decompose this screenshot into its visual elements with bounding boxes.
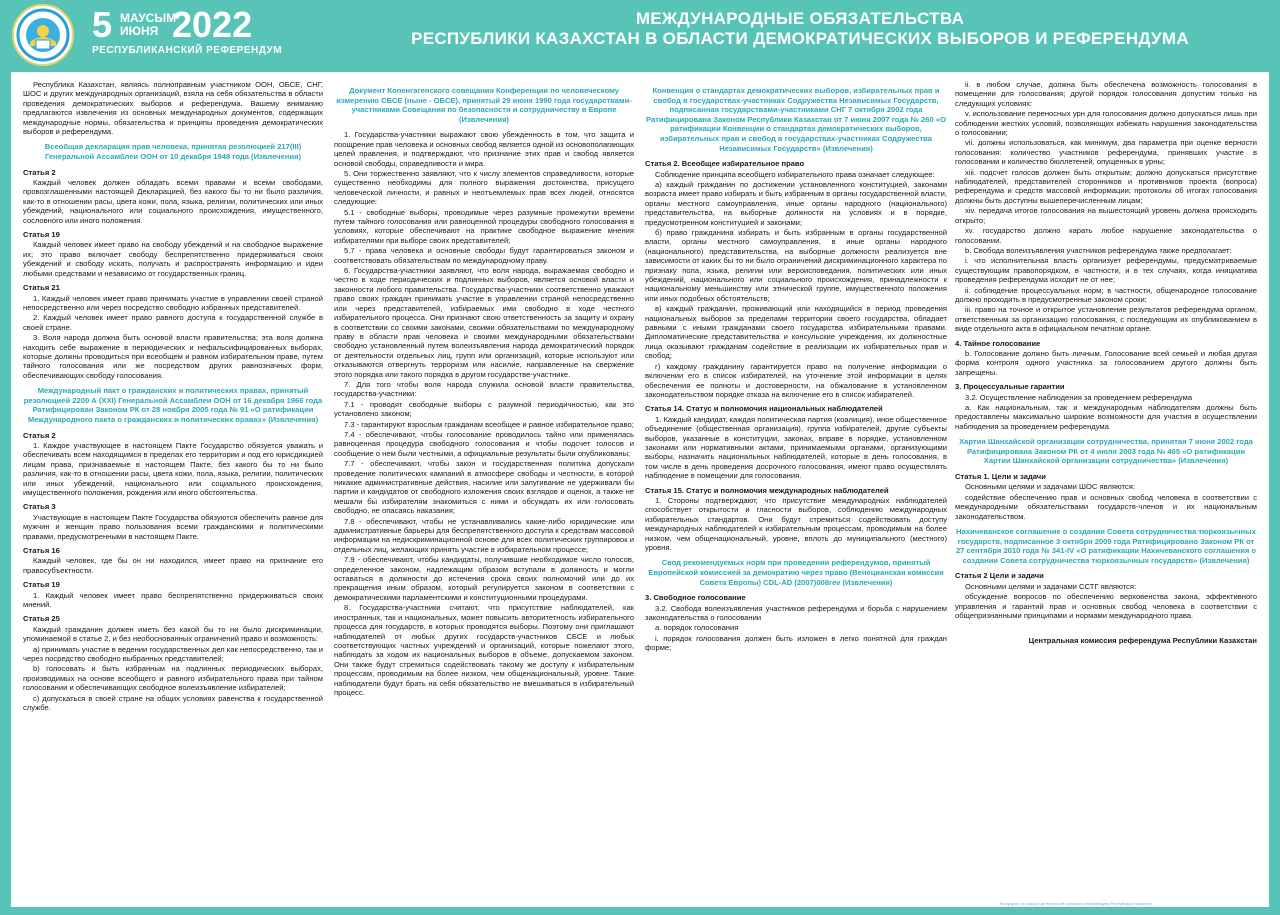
signature: Центральная комиссия референдума Республики Казахстан [1028,636,1257,646]
paragraph: Основными целями и задачами ССТГ являются: [965,581,1137,591]
paragraph: а) каждый гражданин по достижении установленного конституцией, законами возраста имеет право избирать и быть избранным в органы государственной власти, органы местного самоуправления, иные органы народного (национального) представительства, на выборные должности на условиях и в порядке, предусмотренном конституцией и законами; [645,179,947,227]
intro-paragraph: Республика Казахстан, являясь полноправным участником ООН, ОБСЕ, СНГ, ШОС и других международных организаций, взяла на себя обязательства в области проведения демократических выборов и референдума. Вашему вниманию предлагаются извлечения из основных международных документов, содержащих международные нормы, обязательства и принципы проведения демократических выборов и референдума. [23,80,323,137]
paragraph: Участвующие в настоящем Пакте Государства обязуются обеспечить равное для мужчин и женщин право пользования всеми гражданскими и политическими правами, предусмотренными в настоящем Пакте. [23,512,323,541]
column-3 [645,80,947,654]
paragraph: 3.2. Свобода волеизъявления участников референдума и борьба с нарушением законодательства о голосовании [645,603,947,622]
article-heading: 3. Процессуальные гарантии [955,382,1065,392]
paragraph: 7.1 - проводят свободные выборы с разумной периодичностью, как это установлено законом; [334,399,634,419]
paragraph: vii. должны использоваться, как минимум, два параметра при оценке верности голосования: количество участников референдума, принявших участие в голосовании и количество бюллетеней, опущенных в урны; [955,138,1257,167]
paragraph: 1. Государства-участники выражают свою убежденность в том, что защита и поощрение прав человека и основных свобод является одной из основополагающих целей правления, и подтверждают, что признание этих прав и свобод является основой свободы, справедливости и мира. [334,130,634,168]
paragraph: г) каждому гражданину гарантируется право на получение информации о включении его в список избирателей, на уточнение этой информации в целях обеспечения ее полноты и достоверности, на обжалование в установленном законодательством порядке отказа на включение его в список избирателей. [645,361,947,399]
sco-title: Хартия Шанхайской организации сотрудничества, принятая 7 июня 2002 года Ратифицирована Законом РК от 4 июля 2003 года № 465 «О ратификации Хартии Шанхайской организации сотрудничества» (Извлечения) [959,437,1253,466]
date-year: 2022 [172,4,253,45]
page-title-line-1: МЕЖДУНАРОДНЫЕ ОБЯЗАТЕЛЬСТВА [635,9,965,28]
article-heading: Статья 14. Статус и полномочия национальных наблюдателей [645,404,883,414]
article-heading: Статья 3 [23,502,56,512]
paragraph: Каждый человек имеет право на свободу убеждений и на свободное выражение их; это право включает свободу беспрепятственно придерживаться своих убеждений и свободу искать, получать и распространять информацию и идеи любыми средствами и независимо от государственных границ. [23,240,323,278]
paragraph: 7.3 - гарантируют взрослым гражданам всеобщее и равное избирательное право; [344,419,634,429]
date-month: МАУСЫМ ИЮНЯ [120,11,177,38]
paragraph: 1. Каждый человек имеет право беспрепятственно придерживаться своих мнений. [23,590,323,610]
paragraph: ii. в любом случае, должна быть обеспечена возможность голосования в помещении для голосования; другой порядок голосования допустим только на следующих условиях: [955,80,1257,108]
article-heading: Статья 2 Цели и задачи [955,571,1044,581]
paragraph: 7.7 - обеспечивают, чтобы закон и государственная политика допускали проведение политических кампаний в атмосфере свободы и честности, в которой никакие административные действия, насилие или запугивание не удерживали бы партии и кандидатов от свободного изложения своих взглядов и оценок, а также не мешали бы избирателям знакомиться с ними и обсуждать их или голосовать свободно, не опасаясь наказания; [334,459,634,516]
paragraph: 7. Для того чтобы воля народа служила основой власти правительства, государства-участники: [334,379,634,399]
article-heading: 3. Свободное голосование [645,593,746,603]
date-day: 5 [92,4,113,45]
paragraph: 1. Стороны подтверждают, что присутствие международных наблюдателей способствует открытости и гласности выборов, соблюдению международных избирательных стандартов. Они будут стремиться содействовать доступу международных наблюдателей к избирательным процессам, проводимым на более низком, чем общенациональный, уровне, вплоть до муниципального (местного) уровня. [645,495,947,552]
paragraph: b. Свобода волеизъявления участников референдума также предполагает: [965,245,1232,255]
referendum-emblem-icon [12,4,74,66]
paragraph: a) принимать участие в ведении государственных дел как непосредственно, так и через посредство свободно выбранных представителей; [23,644,323,664]
paragraph: 5. Они торжественно заявляют, что к числу элементов справедливости, которые существенно необходимы для полного выражения достоинства, присущего человеческой личности, и равных и неотъемлемых прав всех людей, относятся следующие: [334,169,634,207]
referendum-subtitle: РЕСПУБЛИКАНСКИЙ РЕФЕРЕНДУМ [92,45,283,56]
paragraph: 5.1 - свободные выборы, проводимые через разумные промежутки времени путем тайного голосования или равноценной процедуры свободного голосования в условиях, которые обеспечивают на практике свободное выражение мнения избирателями при выборе своих представителей; [334,207,634,245]
article-heading: 4. Тайное голосование [955,338,1041,348]
udhr-title: Всеобщая декларация прав человека, принятая резолюцией 217(III) Генеральной Ассамблеи ООН от 10 декабря 1948 года (Извлечения) [44,142,302,162]
paragraph: 5.7 - права человека и основные свободы будут гарантироваться законом и соответствовать обязательствам по международному праву. [334,246,634,265]
article-heading: Статья 15. Статус и полномочия международных наблюдателей [645,485,889,495]
paragraph: 1. Каждое участвующее в настоящем Пакте Государство обязуется уважать и обеспечивать всем находящимся в пределах его территории и под его юрисдикцией лицам права, признаваемые в настоящем Пакте, без какого бы то ни было различия, как-то в отношении расы, цвета кожи, пола, языка, религии, политических или иных убеждений, национального или социального происхождения, имущественного положения, рождения или иного обстоятельства. [23,440,323,497]
article-heading: Статья 2. Всеобщее избирательное право [645,159,805,169]
paragraph: v. использование переносных урн для голосования должно допускаться лишь при соблюдении жестких условий, позволяющих избежать нарушения законодательства о голосовании; [955,109,1257,138]
paragraph: 8. Государства-участники считают, что присутствие наблюдателей, как иностранных, так и национальных, может повысить авторитетность избирательного процесса для государств, в которых проводятся выборы. Поэтому они приглашают наблюдателей от любых других государств-участников СБСЕ и любых соответствующих частных учреждений и организаций, которые пожелают этого, наблюдать за ходом их национальных выборов в объеме, допускаемом законом. Они также будут стремиться содействовать такому же доступу к избирательным процессам, проводимым на более низком, чем общенациональный, уровне. Такие наблюдатели будут брать на себя обязательство не вмешиваться в избирательный процесс. [334,603,634,697]
page-title-line-2: РЕСПУБЛИКИ КАЗАХСТАН В ОБЛАСТИ ДЕМОКРАТИЧЕСКИХ ВЫБОРОВ И РЕФЕРЕНДУМА [411,29,1189,48]
paragraph: Каждый человек должен обладать всеми правами и всеми свободами, провозглашенными настоящей Декларацией, без какого бы то ни было различия, как-то в отношении расы, цвета кожи, пола, языка, религии, политических или иных убеждений, национального или социального происхождения, имущественного, сословного или иного положения. [23,178,323,225]
paragraph: ii. соблюдение процессуальных норм; в частности, общенародное голосование должно проходить в предусмотренные законом сроки; [955,285,1257,304]
paragraph: Соблюдение принципа всеобщего избирательного права означает следующее: [655,169,935,179]
paragraph: 6. Государства-участники заявляют, что воля народа, выражаемая свободно и честно в ходе периодических и подлинных выборов, является основой власти и законности любого правительства. Государства-участники соответственно уважают право своих граждан принимать участие в управлении страной непосредственно или через представителей, избираемых ими свободно в ходе честного избирательного процесса. Они признают свою ответственность за защиту и охрану в соответствии со своими законами, своими обязательствами по международному праву в области прав человека и своими международными обязательствами свободно установленный путем волеизъявления народа демократический порядок от деятельности отдельных лиц, групп или организаций, которые используют или отказываются отвергнуть терроризм или насилие, направленные на свержение этого порядка или такого порядка в другом государстве-участнике. [334,266,634,379]
paragraph: i. что исполнительная власть организует референдумы, предусматриваемые существующим правопорядком, в частности, и в тех случаях, когда инициатива проведения референдума исходит не от нее; [955,256,1257,285]
paragraph: 1. Каждый человек имеет право принимать участие в управлении своей страной непосредственно или через посредство свободно избранных представителей. [23,293,323,312]
article-heading: Статья 21 [23,283,60,293]
paragraph: содействие обеспечению прав и основных свобод человека в соответствии с международными обязательствами государств-членов и их национальным законодательством. [955,492,1257,521]
document-sheet [11,72,1269,907]
article-heading: Статья 19 [23,580,60,590]
paragraph: 1. Каждый кандидат, каждая политическая партия (коалиция), иное общественное объединение (общественная организация), группа избирателей, другие субъекты выборов, указанные в конституции, законах, вправе в порядке, установленном законами или нормативными актами, принимаемыми органами, организующими выборы, назначить национальных наблюдателей, которые в день голосования, в том числе в день проведения досрочного голосования, имеют право осуществлять наблюдение в помещении для голосования. [645,414,947,481]
nakhchivan-title: Нахичеванское соглашение о создании Совета сотрудничества тюркоязычных государств, подписанное 3 октября 2009 года Ратифицировано Законом РК от 27 сентября 2010 года № 341-IV «О ратификации Нахичеванского соглашения о создании Совета сотрудничества тюркоязычных государств» (Извлечения) [955,527,1257,565]
paragraph: б) право гражданина избирать и быть избранным в органы государственной власти, органы местного самоуправления, в иные органы народного (национального) представительства, на выборные должности реализуется вне зависимости от каких бы то ни было ограничений дискриминационного характера по признаку пола, языка, религии или вероисповедания, политических или иных убеждений, национального или социального происхождения, принадлежности к национальному меньшинству или этнической группе, имущественного положения или иных подобных обстоятельств; [645,228,947,303]
venice-title: Свод рекомендуемых норм при проведении референдумов, принятый Европейской комиссией за демократию через право (Венецианская комиссия Совета Европы) CDL-AD (2007)008rev (Извлечения) [648,558,944,587]
paragraph: b) голосовать и быть избранным на подлинных периодических выборах, производимых на основе всеобщего и равного избирательного права при тайном голосовании и обеспечивающих свободное волеизъявление избирателей; [23,664,323,693]
page-title [330,9,1270,49]
paragraph: 3.2. Осуществление наблюдения за проведением референдума [965,392,1193,402]
column-4 [955,80,1257,647]
paragraph: 7.4 - обеспечивают, чтобы голосование проводилось тайно или применялась равноценная процедура свободного голосования и чтобы подсчет голосов и сообщение о нем были честными, а официальные результаты были опубликованы; [334,429,634,458]
paragraph: c) допускаться в своей стране на общих условиях равенства к государственной службе. [23,693,323,713]
cis-convention-title: Конвенция о стандартах демократических выборов, избирательных прав и свобод в государствах-участниках Содружества Независимых Государств, подписанная государствами-участниками СНГ 7 октября 2002 года Ратифицирована Законом Республики Казахстан от 7 июня 2007 года № 260 «О ратификации Конвенции о стандартах демократических выборов, избирательных прав и свобод в государствах-участниках Содружества Независимых Государств» (Извлечения) [646,86,946,153]
paragraph: Основными целями и задачами ШОС являются: [965,482,1135,492]
paragraph: iii. право на точное и открытое установление результатов референдума органом, ответственным за организацию голосования, с последующим их опубликованием в виде отдельного акта в официальном печатном органе. [955,305,1257,334]
paragraph: 7.8 - обеспечивают, чтобы не устанавливались какие-либо юридические или административные барьеры для беспрепятственного доступа к средствам массовой информации на недискриминационной основе для всех политических группировок и отдельных лиц, желающих принять участие в избирательном процессе; [334,516,634,554]
paragraph: xiii. подсчет голосов должен быть открытым; должно допускаться присутствие наблюдателей, представителей сторонников и противников проекта (вопроса) референдума и средств массовой информации; протоколы об итогах голосования должны быть доступны вышеперечисленным лицам; [955,167,1257,205]
article-heading: Статья 16 [23,546,60,555]
paragraph: 3. Воля народа должна быть основой власти правительства; эта воля должна находить себе выражение в периодических и нефальсифицированных выборах, которые должны проводиться при всеобщем и равном избирательном праве, путем тайного голосования или же посредством других равнозначных форм, обеспечивающих свободу голосования. [23,333,323,380]
print-imprint: Выпущено по заказу Центральной комиссии референдума Республики Казахстан [1000,901,1153,906]
paragraph: b. Голосование должно быть личным. Голосование всей семьей и любая другая форма контроля одного участника за голосованием другого должны быть запрещены. [955,348,1257,377]
paragraph: 2. Каждый человек имеет право равного доступа к государственной службе в своей стране. [23,313,323,332]
paragraph: в) каждый гражданин, проживающий или находящийся в период проведения национальных выборов за пределами территории своего государства, обладает равными с иными гражданами своего государства избирательными правами. Дипломатические представительства и консульские учреждения, их должностные лица оказывают гражданам содействие в реализации их избирательных прав и свобод; [645,304,947,361]
column-1 [23,80,323,714]
paragraph: xv. государство должно карать любое нарушение законодательства о голосовании. [955,226,1257,245]
paragraph: 7.9 - обеспечивают, чтобы кандидаты, получившие необходимое число голосов, определенное законом, надлежащим образом вступали в должность и могли оставаться в должности до истечения срока своих полномочий или до их прекращения иным образом, который регулируется законом в соответствии с демократическими парламентскими и конституционными процедурами. [334,555,634,602]
article-heading: Статья 25 [23,614,60,624]
paragraph: обсуждение вопросов по обеспечению верховенства закона, эффективного управления и гарантий прав и основных свобод человека в соответствии с общепризнанными принципами и нормами международного права. [955,592,1257,621]
header-band [0,0,1280,68]
paragraph: а. порядок голосования [655,623,739,633]
paragraph: а. Как национальным, так и международным наблюдателям должны быть предоставлены максимально широкие возможности для участия в осуществлении наблюдения за проведением референдума. [955,403,1257,431]
column-2 [334,80,634,698]
article-heading: Статья 19 [23,230,60,240]
article-heading: Статья 2 [23,167,56,177]
article-heading: Статья 2 [23,430,56,440]
paragraph: i. порядок голосования должен быть изложен в легко понятной для граждан форме; [645,633,947,653]
pact-title: Международный пакт о гражданских и политических правах, принятый резолюцией 2200 А (XXI) Генеральной Ассамблеи ООН от 16 декабря 1966 года Ратифицирован Законом РК от 28 ноября 2005 года № 91 «О ратификации Международного пакта о гражданских и политических правах» (Извлечения) [23,386,323,424]
paragraph: xiv. передача итогов голосования на вышестоящий уровень должна происходить открыто; [955,206,1257,225]
paragraph: Каждый гражданин должен иметь без какой бы то ни было дискриминации, упоминаемой в статье 2, и без необоснованных ограничений право и возможность: [23,624,323,644]
paragraph: Каждый человек, где бы он ни находился, имеет право на признание его правосубъектности. [23,556,323,575]
copenhagen-title: Документ Копенгагенского совещания Конференции по человеческому измерению СБСЕ (ныне - ОБСЕ), принятый 29 июня 1990 года государствами-участниками Совещания по безопасности и сотрудничеству в Европе (Извлечения) [336,86,632,124]
article-heading: Статья 1. Цели и задачи [955,472,1046,481]
